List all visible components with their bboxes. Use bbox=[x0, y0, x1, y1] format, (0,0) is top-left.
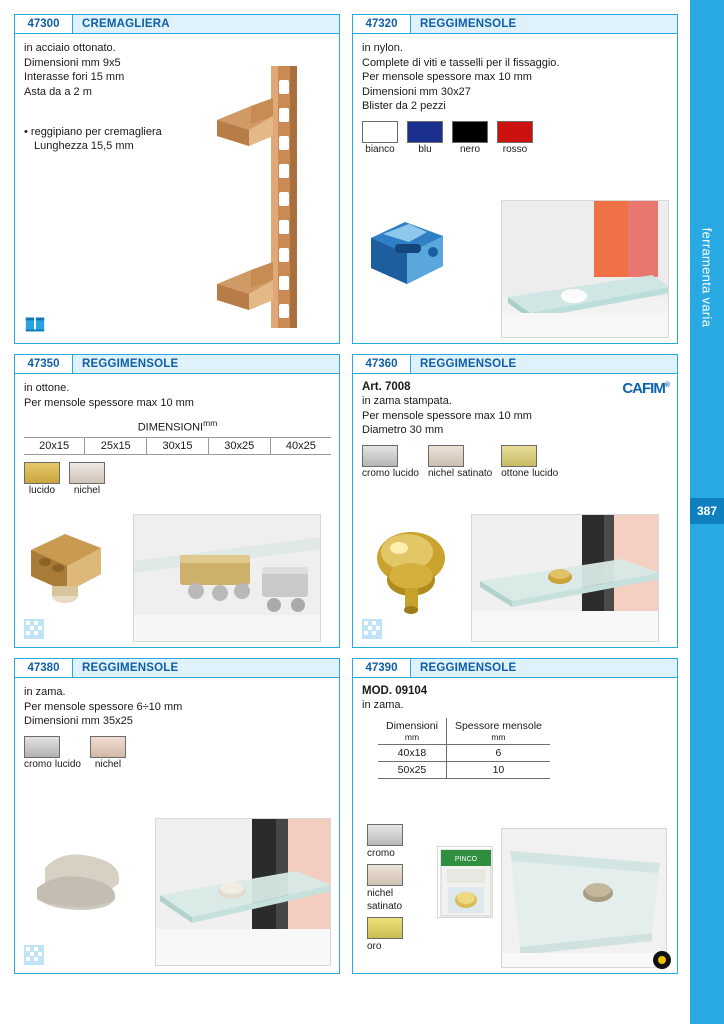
swatch[interactable] bbox=[452, 121, 488, 155]
dimension-cell: 30x25 bbox=[208, 437, 270, 454]
swatch[interactable] bbox=[24, 462, 60, 496]
product-title: CREMAGLIERA bbox=[82, 18, 170, 30]
swatch-chip bbox=[24, 736, 60, 758]
dimensions-table bbox=[24, 437, 331, 455]
swatch[interactable] bbox=[367, 917, 403, 952]
panel-body bbox=[15, 34, 339, 343]
panel-header bbox=[353, 355, 677, 374]
product-code: 47350 bbox=[15, 355, 73, 373]
dimensions-title: $DIMENSIONI^{mm}$ bbox=[137, 418, 218, 434]
product-bullet: • reggipiano per cremagliera Lunghezza 15,5 mm bbox=[24, 126, 162, 152]
swatch[interactable] bbox=[407, 121, 443, 155]
swatch-label: oro bbox=[367, 941, 382, 952]
product-code: 47380 bbox=[15, 659, 73, 677]
product-title: REGGIMENSOLE bbox=[420, 18, 517, 30]
panel-header bbox=[15, 355, 339, 374]
section-sidebar bbox=[690, 0, 724, 1024]
swatch[interactable] bbox=[501, 445, 558, 479]
product-description: in acciaio ottonato. Dimensioni mm 9x5 Interasse fori 15 mm Asta da a 2 m bbox=[24, 42, 125, 98]
product-panel-47390[interactable] bbox=[352, 658, 678, 974]
blister-pack-photo bbox=[437, 846, 493, 918]
swatch-chip bbox=[497, 121, 533, 143]
product-description: in ottone. Per mensole spessore max 10 mm bbox=[24, 382, 194, 409]
dimension-cell: 25x15 bbox=[85, 437, 147, 454]
pattern-icon bbox=[362, 619, 382, 639]
brand-logo-cafim: CAFIM® bbox=[622, 380, 669, 397]
panel-header bbox=[353, 659, 677, 678]
swatch-chip bbox=[367, 824, 403, 846]
table-header-row bbox=[378, 718, 550, 745]
swatch[interactable] bbox=[428, 445, 492, 479]
swatch[interactable] bbox=[362, 121, 398, 155]
svg-text:PINCO: PINCO bbox=[454, 856, 478, 863]
swatch-label-2: lucido bbox=[392, 467, 419, 479]
product-description: in nylon. Complete di viti e tasselli per il fissaggio. Per mensole spessore max 10 mm Dimensioni mm 30x27 Blister da 2 pezzi bbox=[362, 42, 560, 112]
swatch-label: nichel bbox=[73, 484, 101, 496]
product-title: REGGIMENSOLE bbox=[82, 662, 179, 674]
swatch[interactable] bbox=[367, 864, 403, 912]
swatch[interactable] bbox=[367, 824, 403, 859]
swatch-label: nichel bbox=[367, 888, 394, 899]
product-illustration bbox=[25, 524, 111, 614]
swatch-chip bbox=[90, 736, 126, 758]
product-description: in zama stampata. Per mensole spessore max 10 mm Diametro 30 mm bbox=[362, 395, 532, 436]
swatch-label-2: satinato bbox=[367, 901, 403, 912]
panel-header bbox=[15, 659, 339, 678]
swatch[interactable] bbox=[497, 121, 533, 155]
product-code: 47360 bbox=[353, 355, 411, 373]
swatch-chip bbox=[24, 462, 60, 484]
product-photo bbox=[133, 514, 321, 642]
swatch-chip bbox=[428, 445, 464, 467]
swatch-chip bbox=[362, 445, 398, 467]
product-panel-47380[interactable] bbox=[14, 658, 340, 974]
product-code: 47390 bbox=[353, 659, 411, 677]
catalog-book-icon bbox=[24, 313, 46, 335]
swatch-label: lucido bbox=[28, 484, 56, 496]
swatch-label: cromo bbox=[24, 758, 52, 770]
product-photo bbox=[501, 200, 669, 338]
swatch-label: nero bbox=[459, 143, 480, 155]
cell-spessore: 6 bbox=[446, 744, 549, 761]
product-photo bbox=[471, 514, 659, 642]
table-row bbox=[24, 437, 331, 454]
product-panel-47300[interactable] bbox=[14, 14, 340, 344]
swatch-label-2: lucido bbox=[532, 467, 559, 479]
dimension-cell: 40x25 bbox=[270, 437, 331, 454]
page-number: 387 bbox=[690, 498, 724, 524]
swatch-chip bbox=[367, 864, 403, 886]
table-row bbox=[378, 744, 550, 761]
product-panel-47320[interactable] bbox=[352, 14, 678, 344]
swatch-label: bianco bbox=[365, 143, 395, 155]
swatch-label: nichel bbox=[428, 467, 455, 479]
product-panel-47350[interactable] bbox=[14, 354, 340, 648]
swatch-label: cromo bbox=[367, 848, 395, 859]
product-illustration bbox=[209, 62, 329, 332]
product-illustration bbox=[27, 838, 137, 918]
swatch-chip bbox=[362, 121, 398, 143]
spec-table bbox=[378, 718, 550, 779]
product-panel-47360[interactable] bbox=[352, 354, 678, 648]
swatch-label-2: lucido bbox=[54, 758, 81, 770]
product-code: 47320 bbox=[353, 15, 411, 33]
swatch-label: blu bbox=[418, 143, 432, 155]
panel-body bbox=[353, 678, 677, 973]
swatch[interactable] bbox=[24, 736, 81, 770]
product-title: REGGIMENSOLE bbox=[420, 662, 517, 674]
swatch-chip bbox=[407, 121, 443, 143]
section-label: ferramenta varia bbox=[699, 227, 715, 328]
product-description: in zama. Per mensole spessore 6÷10 mm Dimensioni mm 35x25 bbox=[24, 686, 183, 727]
swatch-label: rosso bbox=[502, 143, 528, 155]
swatch-label: ottone bbox=[501, 467, 530, 479]
product-title: REGGIMENSOLE bbox=[82, 358, 179, 370]
panel-body bbox=[15, 678, 339, 973]
color-swatches bbox=[367, 824, 403, 957]
panel-body bbox=[353, 374, 677, 647]
unit-label: mm bbox=[203, 418, 218, 428]
panel-body bbox=[353, 34, 677, 343]
pattern-icon bbox=[24, 945, 44, 965]
table-row bbox=[378, 761, 550, 778]
swatch-label-2: satinato bbox=[457, 467, 493, 479]
color-swatches bbox=[24, 736, 331, 770]
cell-dimensione: 50x25 bbox=[378, 761, 446, 778]
swatch[interactable] bbox=[90, 736, 126, 770]
col-header-dimensioni: Dimensioni mm bbox=[378, 718, 446, 745]
swatch-chip bbox=[501, 445, 537, 467]
product-code: 47300 bbox=[15, 15, 73, 33]
dimension-cell: 30x15 bbox=[147, 437, 209, 454]
panel-header bbox=[15, 15, 339, 34]
article-number: Art. 7008 bbox=[362, 381, 411, 393]
dimension-cell: 20x15 bbox=[24, 437, 85, 454]
pattern-icon bbox=[24, 619, 44, 639]
model-number: MOD. 09104 bbox=[362, 685, 428, 697]
publisher-logo bbox=[653, 951, 671, 969]
color-swatches bbox=[362, 445, 669, 479]
product-illustration bbox=[365, 214, 457, 294]
col-header-spessore: Spessore mensole mm bbox=[446, 718, 549, 745]
cell-dimensione: 40x18 bbox=[378, 744, 446, 761]
panel-header bbox=[353, 15, 677, 34]
panel-grid bbox=[14, 14, 680, 974]
swatch-chip bbox=[69, 462, 105, 484]
swatch-chip bbox=[452, 121, 488, 143]
color-swatches bbox=[362, 121, 669, 155]
panel-body bbox=[15, 374, 339, 647]
product-photo bbox=[501, 828, 667, 968]
swatch-chip bbox=[367, 917, 403, 939]
color-swatches bbox=[24, 462, 331, 496]
swatch[interactable] bbox=[362, 445, 419, 479]
swatch[interactable] bbox=[69, 462, 105, 496]
cell-spessore: 10 bbox=[446, 761, 549, 778]
product-photo bbox=[155, 818, 331, 966]
swatch-label: nichel bbox=[94, 758, 122, 770]
product-illustration bbox=[367, 524, 457, 620]
product-title: REGGIMENSOLE bbox=[420, 358, 517, 370]
swatch-label: cromo bbox=[362, 467, 390, 479]
product-description: in zama. bbox=[362, 699, 404, 711]
